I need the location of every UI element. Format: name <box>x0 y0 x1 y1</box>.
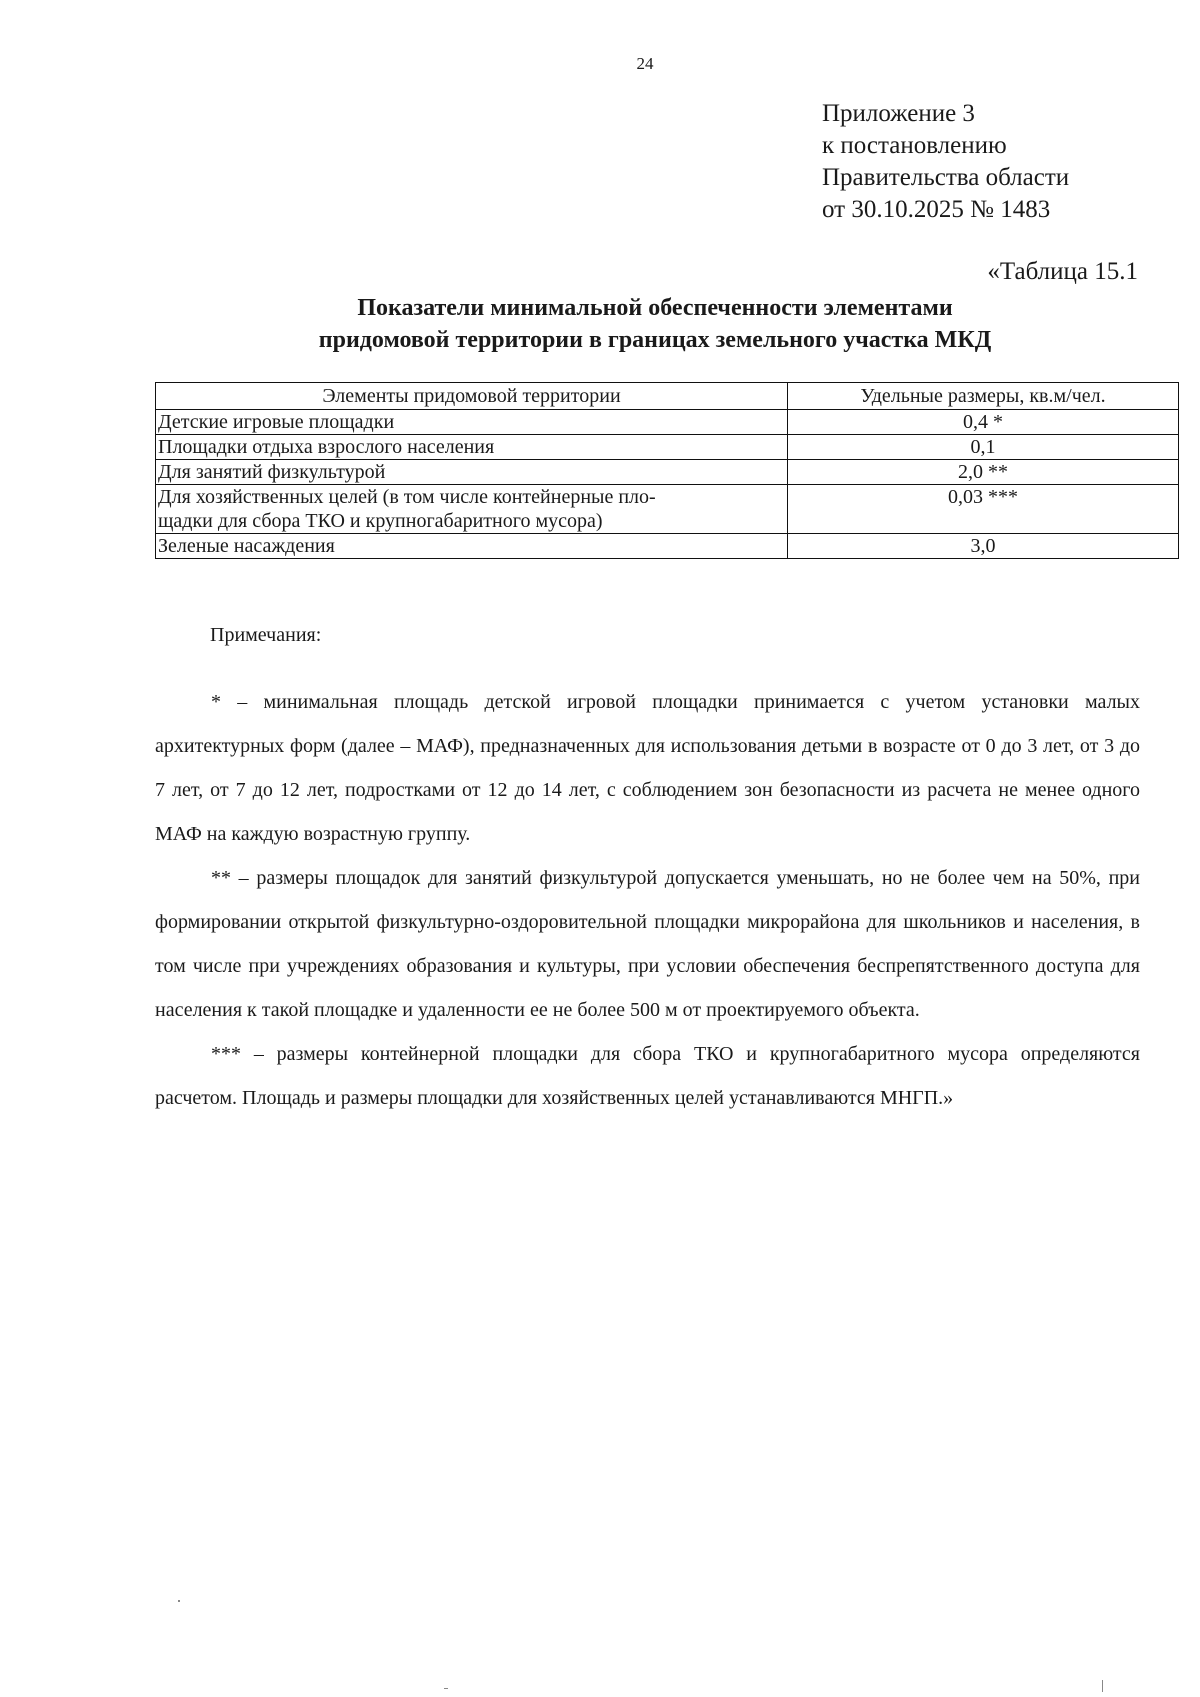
scan-speck <box>444 1688 448 1689</box>
title-line: придомовой территории в границах земельного участка МКД <box>318 327 992 353</box>
row-value: 0,03 *** <box>788 485 1179 534</box>
appendix-line: к постановлению <box>822 132 1007 159</box>
row-name-line: щадки для сбора ТКО и крупногабаритного мусора) <box>158 510 603 532</box>
table-row <box>156 435 1179 460</box>
row-name: Для занятий физкультурой <box>156 460 788 485</box>
scan-speck <box>1102 1680 1103 1692</box>
row-value: 0,4 * <box>788 410 1179 435</box>
table-row <box>156 460 1179 485</box>
notes-heading: Примечания: <box>210 624 322 646</box>
row-name: Детские игровые площадки <box>156 410 788 435</box>
appendix-block <box>822 98 1069 226</box>
appendix-line: Правительства области <box>822 164 1070 191</box>
note-paragraph: ** – размеры площадок для занятий физкультурой допускается уменьшать, но не более чем на 50%, при формировании открытой физкультурно-оздоровительной площадки микрорайона для школьников и населения, в том числе при учреждениях образования и культуры, при условии обеспечения беспрепятственного доступа для населения к такой площадке и удаленности ее не более 500 м от проектируемого объекта. <box>155 867 1140 1021</box>
table-header-row <box>156 383 1179 410</box>
column-header-sizes: Удельные размеры, кв.м/чел. <box>788 383 1179 410</box>
table-label: «Таблица 15.1 <box>987 258 1138 285</box>
appendix-line: Приложение 3 <box>822 100 975 127</box>
norms-table <box>155 382 1179 559</box>
row-name: Зеленые насаждения <box>156 534 788 559</box>
table-row <box>156 485 1179 534</box>
appendix-line: от 30.10.2025 № 1483 <box>822 196 1051 223</box>
note-paragraph: *** – размеры контейнерной площадки для сбора ТКО и крупногабаритного мусора определяются расчетом. Площадь и размеры площадки для хозяйственных целей устанавливаются МНГП.» <box>155 1043 1140 1109</box>
document-title <box>150 292 1160 356</box>
note-paragraph: * – минимальная площадь детской игровой площадки принимается с учетом установки малых архитектурных форм (далее – МАФ), предназначенных для использования детьми в возрасте от 0 до 3 лет, от 3 до 7 лет, от 7 до 12 лет, подростками от 12 до 14 лет, с соблюдением зон безопасности из расчета не менее одного МАФ на каждую возрастную группу. <box>155 691 1140 845</box>
column-header-elements: Элементы придомовой территории <box>156 383 788 410</box>
table-row <box>156 534 1179 559</box>
row-value: 0,1 <box>788 435 1179 460</box>
scan-speck <box>178 1600 180 1602</box>
row-name-line: Для хозяйственных целей (в том числе контейнерные пло- <box>158 486 656 508</box>
row-value: 2,0 ** <box>788 460 1179 485</box>
page-number: 24 <box>636 54 654 73</box>
table-row <box>156 410 1179 435</box>
title-line: Показатели минимальной обеспеченности элементами <box>357 295 953 321</box>
row-name: Площадки отдыха взрослого населения <box>156 435 788 460</box>
notes-body <box>155 680 1140 1120</box>
row-value: 3,0 <box>788 534 1179 559</box>
row-name <box>156 485 788 534</box>
